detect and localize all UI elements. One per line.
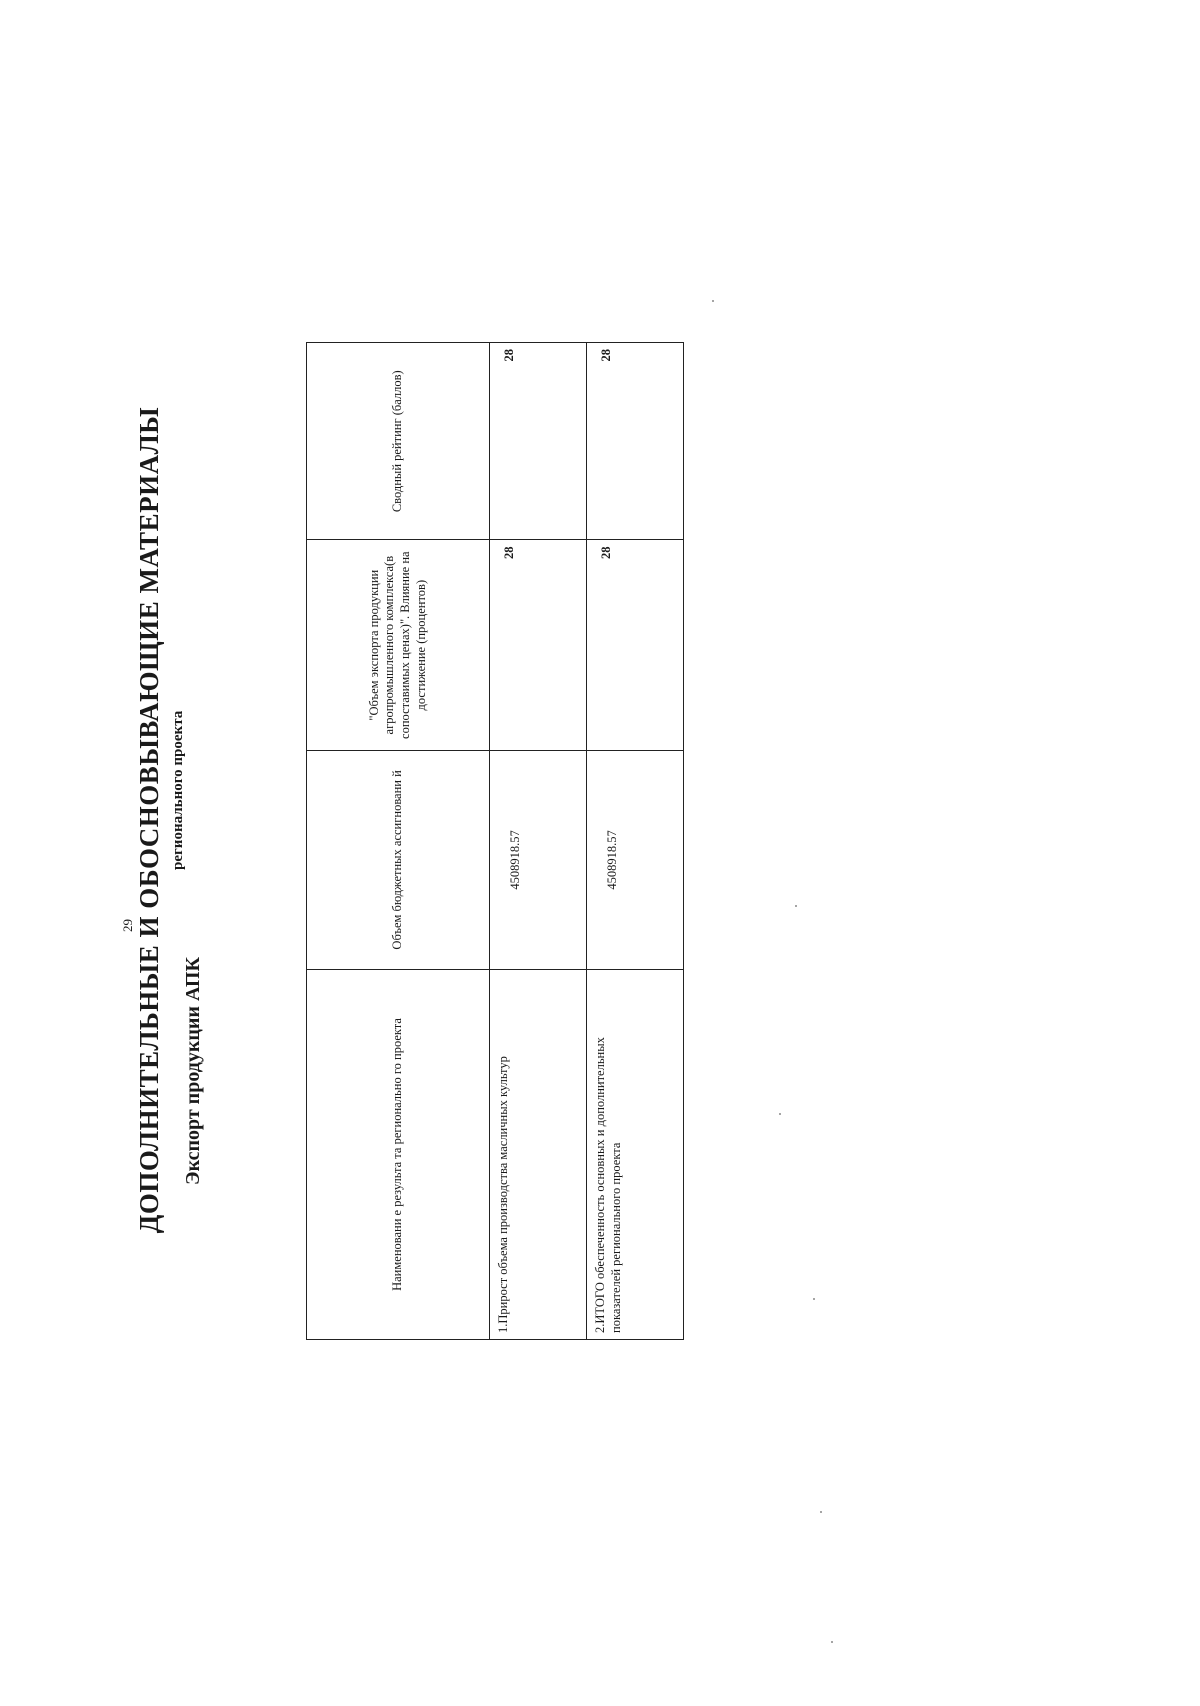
document-subtitle-large: Экспорт продукции АПК xyxy=(182,957,204,1185)
scan-speck xyxy=(779,1113,781,1115)
header-rating: Сводный рейтинг (баллов) xyxy=(307,343,490,540)
row-budget: 4508918.57 xyxy=(587,750,684,969)
header-influence: "Объем экспорта продукции агропромышленного комплекса(в сопоставимых ценах)". Влияние на достижение (процентов) xyxy=(307,540,490,750)
row-result-name: 1.Прирост объема производства масличных культур xyxy=(490,969,587,1339)
table-row xyxy=(490,343,587,1340)
scan-speck xyxy=(831,1641,833,1643)
table-header-row xyxy=(307,343,490,1340)
scan-speck xyxy=(712,300,714,302)
header-result-name: Наименовани е результа та регионально го проекта xyxy=(307,969,490,1339)
table-row xyxy=(587,343,684,1340)
rotated-content xyxy=(120,110,700,1360)
document-title: ДОПОЛНИТЕЛЬНЫЕ И ОБОСНОВЫВАЮЩИЕ МАТЕРИАЛЫ xyxy=(134,406,164,1234)
row-budget: 4508918.57 xyxy=(490,750,587,969)
row-rating: 28 xyxy=(587,343,684,540)
row-influence: 28 xyxy=(587,540,684,750)
project-results-table xyxy=(306,342,684,1340)
row-result-name: 2.ИТОГО обеспеченность основных и дополнительных показателей регионального проекта xyxy=(587,969,684,1339)
scan-speck xyxy=(795,905,797,907)
row-influence: 28 xyxy=(490,540,587,750)
document-subtitle-small: регионального проекта xyxy=(170,710,186,870)
scan-speck xyxy=(820,1511,822,1513)
page-number: 29 xyxy=(120,919,135,932)
header-budget: Объем бюджетных ассигновани й xyxy=(307,750,490,969)
scan-speck xyxy=(813,1298,815,1300)
row-rating: 28 xyxy=(490,343,587,540)
